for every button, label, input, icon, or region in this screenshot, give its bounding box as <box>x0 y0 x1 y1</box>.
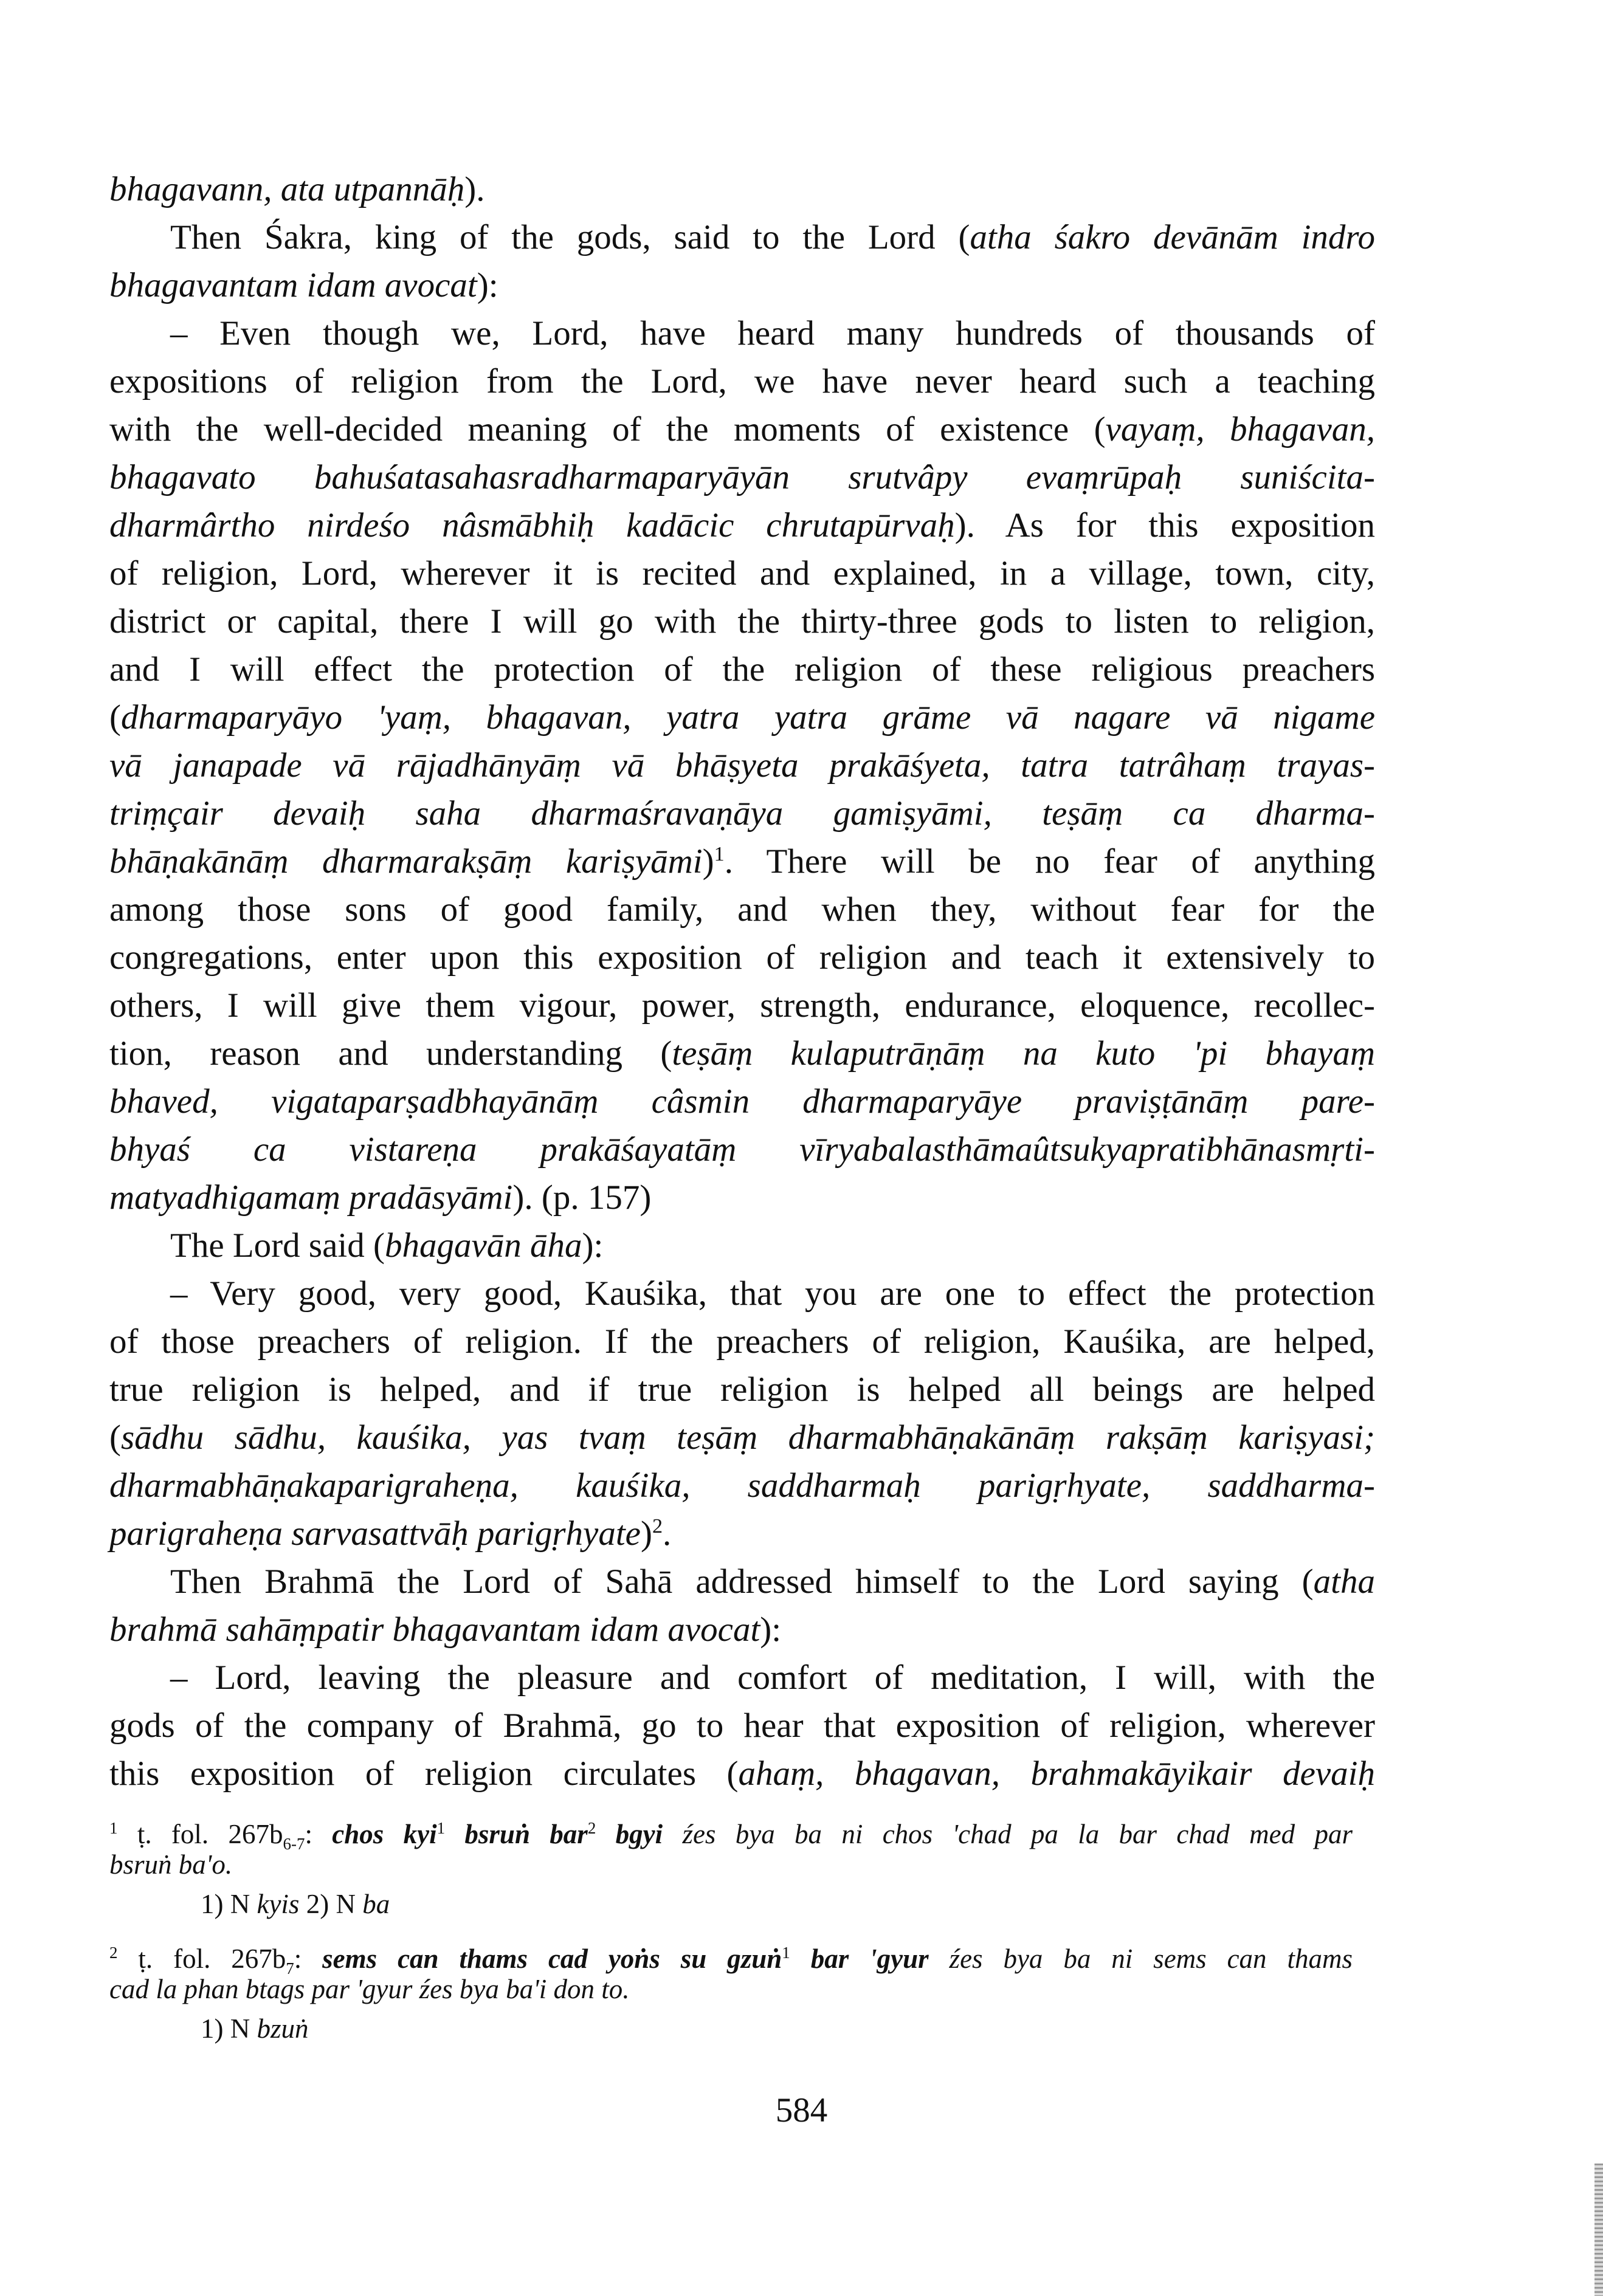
text-line <box>109 165 1375 214</box>
text-line <box>109 549 1375 598</box>
text-segment: expositions of religion from the Lord, we have never heard such a teaching <box>109 362 1375 400</box>
text-segment: ṭ. fol. 267b <box>117 1819 283 1849</box>
text-line <box>109 1029 1375 1078</box>
text-segment: parigraheṇa sarvasattvāḥ parigṛhyate <box>109 1514 641 1553</box>
text-segment: Then Śakra, king of the gods, said to the Lord ( <box>170 218 970 256</box>
text-line <box>170 1270 1375 1318</box>
text-segment: ) <box>702 842 714 881</box>
text-segment: 1) N <box>201 1889 257 1919</box>
text-segment: 2) N <box>299 1889 363 1919</box>
text-segment: congregations, enter upon this exposition of religion and teach it extensively to <box>109 938 1375 977</box>
text-segment: teṣāṃ kulaputrāṇāṃ na kuto 'pi bhayaṃ <box>672 1034 1375 1073</box>
text-segment: – Very good, very good, Kauśika, that you are one to effect the protection <box>170 1274 1375 1313</box>
text-segment: ) <box>640 1514 652 1553</box>
footnote-line <box>201 1887 1444 1921</box>
footnote-line <box>109 1817 1353 1851</box>
text-segment: dharmabhāṇakaparigraheṇa, kauśika, saddharmaḥ parigṛhyate, saddharma- <box>109 1466 1375 1505</box>
text-line <box>109 1414 1375 1462</box>
text-segment: bar 'gyur <box>790 1944 929 1974</box>
footnote-line <box>109 1942 1353 1976</box>
text-segment: brahmā sahāṃpatir bhagavantam idam avocat <box>109 1610 760 1649</box>
text-segment: bhaved, vigataparṣadbhayānāṃ câsmin dharmaparyāye praviṣṭānāṃ pare- <box>109 1082 1375 1121</box>
footnote-ref: 1 <box>714 843 725 865</box>
text-line <box>109 261 1375 310</box>
text-segment: – Even though we, Lord, have heard many hundreds of thousands of <box>170 314 1375 352</box>
text-segment: . <box>663 1514 672 1553</box>
text-segment: bsruṅ bar <box>445 1819 588 1849</box>
footnote-line <box>109 1847 1353 1882</box>
text-segment: . There will be no fear of anything <box>724 842 1376 881</box>
footnote-ref: 2 <box>587 1819 596 1837</box>
text-line <box>109 1750 1375 1798</box>
text-segment: 6-7 <box>283 1835 305 1853</box>
text-segment: this exposition of religion circulates ( <box>109 1755 739 1793</box>
text-segment: : <box>305 1819 333 1849</box>
text-segment: of religion, Lord, wherever it is recited and explained, in a village, town, city, <box>109 554 1375 593</box>
text-segment: matyadhigamaṃ pradāsyāmi <box>109 1178 513 1217</box>
text-segment: źes bya ba ni sems can thams <box>928 1944 1353 1974</box>
text-segment: others, I will give them vigour, power, strength, endurance, eloquence, recollec- <box>109 986 1375 1025</box>
text-segment: bsruṅ ba'o. <box>109 1849 233 1880</box>
text-segment: ( <box>109 1418 121 1457</box>
text-segment: of those preachers of religion. If the preachers of religion, Kauśika, are helped, <box>109 1322 1375 1361</box>
text-segment: ahaṃ, bhagavan, brahmakāyikair devaiḥ <box>738 1755 1376 1793</box>
text-line <box>109 597 1375 646</box>
text-line <box>170 1558 1375 1606</box>
text-line <box>109 1462 1375 1510</box>
text-segment: district or capital, there I will go with the thirty-three gods to listen to religion, <box>109 602 1375 641</box>
text-line <box>109 1510 1375 1558</box>
text-line <box>109 1606 1375 1654</box>
text-line <box>109 885 1375 934</box>
text-segment: dharmaparyāyo 'yaṃ, bhagavan, yatra yatra grāme vā nagare vā nigame <box>120 698 1375 737</box>
text-line <box>109 357 1375 406</box>
text-line <box>170 309 1375 358</box>
text-segment: sems can thams cad yoṅs su gzuṅ <box>322 1944 782 1974</box>
text-segment: dharmârtho nirdeśo nâsmābhiḥ kadācic chrutapūrvaḥ <box>109 506 955 545</box>
text-line <box>109 501 1375 550</box>
text-segment: bhagavato bahuśatasahasradharmaparyāyān srutvâpy evaṃrūpaḥ suniścita- <box>109 458 1375 497</box>
text-segment: 1) N <box>201 2013 257 2044</box>
text-segment: ): <box>760 1610 782 1649</box>
text-segment: cad la phan btags par 'gyur źes bya ba'i don to. <box>109 1974 630 2004</box>
text-segment: Then Brahmā the Lord of Sahā addressed himself to the Lord saying ( <box>170 1562 1314 1601</box>
text-line <box>109 837 1375 886</box>
text-line <box>109 645 1375 694</box>
text-segment: : <box>294 1944 323 1974</box>
footnote-ref: 1 <box>782 1944 790 1962</box>
text-line <box>170 1222 1375 1270</box>
footnote-ref: 1 <box>109 1819 118 1837</box>
footnote-line <box>109 1972 1353 2006</box>
text-segment: triṃçair devaiḥ saha dharmaśravaṇāya gamiṣyāmi, teṣāṃ ca dharma- <box>109 794 1375 833</box>
text-segment: sādhu sādhu, kauśika, yas tvaṃ teṣāṃ dharmabhāṇakānāṃ rakṣāṃ kariṣyasi; <box>120 1418 1375 1457</box>
text-segment: bhagavann, ata utpannāḥ <box>109 170 465 208</box>
text-segment: bhāṇakānāṃ dharmarakṣāṃ kariṣyāmi <box>109 842 703 881</box>
page-number: 584 <box>775 2091 828 2129</box>
text-line <box>109 789 1375 838</box>
text-segment: vayaṃ, bhagavan, <box>1105 410 1376 449</box>
text-line <box>170 1654 1375 1702</box>
scan-edge <box>1594 2164 1603 2296</box>
text-segment: ): <box>477 266 498 304</box>
footnote-ref: 1 <box>436 1819 446 1837</box>
footnote-ref: 2 <box>109 1944 118 1962</box>
text-line <box>109 1174 1375 1222</box>
text-line <box>109 405 1375 454</box>
text-line <box>109 1366 1375 1414</box>
text-segment: ). (p. 157) <box>512 1178 652 1217</box>
text-segment: true religion is helped, and if true religion is helped all beings are helped <box>109 1370 1375 1409</box>
text-segment: with the well-decided meaning of the moments of existence ( <box>109 410 1106 449</box>
text-segment: gods of the company of Brahmā, go to hear that exposition of religion, wherever <box>109 1707 1375 1745</box>
text-segment: ba <box>362 1889 390 1919</box>
text-segment: ): <box>582 1226 604 1265</box>
text-segment: ). <box>464 170 485 208</box>
text-line <box>109 1078 1375 1126</box>
text-segment: bhagavān āha <box>384 1226 582 1265</box>
text-segment: bhagavantam idam avocat <box>109 266 477 304</box>
text-segment: vā janapade vā rājadhānyāṃ vā bhāṣyeta prakāśyeta, tatra tatrâhaṃ trayas- <box>109 746 1375 785</box>
text-segment: ṭ. fol. 267b <box>117 1944 286 1974</box>
text-segment: atha śakro devānām indro <box>970 218 1375 256</box>
footnote-ref: 2 <box>652 1515 663 1538</box>
footnote-line <box>201 2012 1444 2046</box>
text-segment: 7 <box>286 1959 294 1978</box>
text-segment: ). As for this exposition <box>954 506 1375 545</box>
text-segment: The Lord said ( <box>170 1226 385 1265</box>
text-segment: atha <box>1313 1562 1375 1601</box>
text-segment: bgyi <box>596 1819 663 1849</box>
text-line <box>109 453 1375 502</box>
text-segment: among those sons of good family, and when they, without fear for the <box>109 890 1375 929</box>
text-line <box>109 741 1375 790</box>
text-segment: kyis <box>257 1889 300 1919</box>
text-line <box>109 693 1375 742</box>
text-line <box>109 933 1375 982</box>
text-line <box>109 981 1375 1030</box>
text-segment: źes bya ba ni chos 'chad pa la bar chad med par <box>663 1819 1353 1849</box>
text-line <box>109 1318 1375 1366</box>
text-segment: chos kyi <box>332 1819 437 1849</box>
text-segment: and I will effect the protection of the religion of these religious preachers <box>109 650 1375 689</box>
text-segment: tion, reason and understanding ( <box>109 1034 672 1073</box>
text-segment: bhyaś ca vistareṇa prakāśayatāṃ vīryabalasthāmaûtsukyapratibhānasmṛti- <box>109 1130 1375 1169</box>
text-segment: – Lord, leaving the pleasure and comfort of meditation, I will, with the <box>170 1658 1375 1697</box>
text-line <box>109 1126 1375 1174</box>
text-line <box>109 1702 1375 1750</box>
text-segment: ( <box>109 698 121 737</box>
text-line <box>170 213 1375 262</box>
text-segment: bzuṅ <box>257 2013 309 2044</box>
